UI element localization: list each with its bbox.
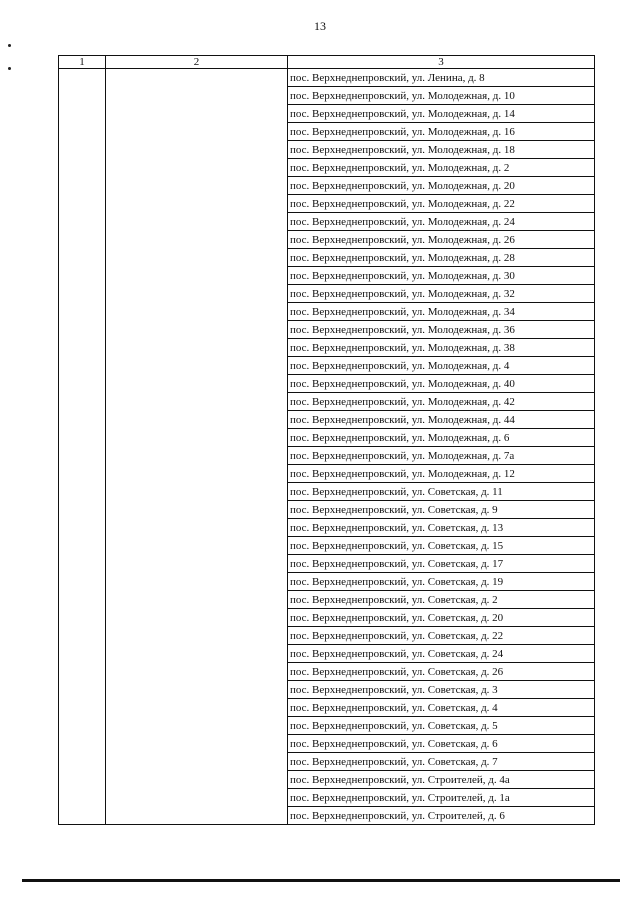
address-cell: пос. Верхнеднепровский, ул. Молодежная, д. 22 [288, 195, 595, 213]
address-cell: пос. Верхнеднепровский, ул. Молодежная, д. 32 [288, 285, 595, 303]
address-cell: пос. Верхнеднепровский, ул. Молодежная, д. 20 [288, 177, 595, 195]
address-cell: пос. Верхнеднепровский, ул. Молодежная, д. 36 [288, 321, 595, 339]
address-cell: пос. Верхнеднепровский, ул. Советская, д. 2 [288, 591, 595, 609]
address-cell: пос. Верхнеднепровский, ул. Строителей, д. 1а [288, 789, 595, 807]
address-cell: пос. Верхнеднепровский, ул. Молодежная, д. 18 [288, 141, 595, 159]
address-cell: пос. Верхнеднепровский, ул. Молодежная, д. 2 [288, 159, 595, 177]
address-cell: пос. Верхнеднепровский, ул. Молодежная, д. 28 [288, 249, 595, 267]
address-cell: пос. Верхнеднепровский, ул. Молодежная, д. 4 [288, 357, 595, 375]
address-cell: пос. Верхнеднепровский, ул. Советская, д. 4 [288, 699, 595, 717]
address-cell: пос. Верхнеднепровский, ул. Молодежная, д. 40 [288, 375, 595, 393]
address-cell: пос. Верхнеднепровский, ул. Советская, д. 13 [288, 519, 595, 537]
address-cell: пос. Верхнеднепровский, ул. Советская, д. 3 [288, 681, 595, 699]
address-cell: пос. Верхнеднепровский, ул. Советская, д. 11 [288, 483, 595, 501]
column-header-2: 2 [106, 56, 288, 69]
address-cell: пос. Верхнеднепровский, ул. Молодежная, д. 26 [288, 231, 595, 249]
address-cell: пос. Верхнеднепровский, ул. Советская, д. 20 [288, 609, 595, 627]
address-cell: пос. Верхнеднепровский, ул. Советская, д. 15 [288, 537, 595, 555]
address-cell: пос. Верхнеднепровский, ул. Молодежная, д. 30 [288, 267, 595, 285]
address-cell: пос. Верхнеднепровский, ул. Советская, д. 7 [288, 753, 595, 771]
address-cell: пос. Верхнеднепровский, ул. Молодежная, д. 44 [288, 411, 595, 429]
address-cell: пос. Верхнеднепровский, ул. Молодежная, д. 16 [288, 123, 595, 141]
page-number: 13 [314, 19, 326, 33]
address-cell: пос. Верхнеднепровский, ул. Советская, д. 6 [288, 735, 595, 753]
address-cell: пос. Верхнеднепровский, ул. Ленина, д. 8 [288, 69, 595, 87]
address-cell: пос. Верхнеднепровский, ул. Молодежная, д. 14 [288, 105, 595, 123]
table-body [59, 69, 595, 825]
address-cell: пос. Верхнеднепровский, ул. Молодежная, д. 12 [288, 465, 595, 483]
margin-dot-bottom [8, 67, 11, 70]
address-cell: пос. Верхнеднепровский, ул. Советская, д. 19 [288, 573, 595, 591]
address-cell: пос. Верхнеднепровский, ул. Молодежная, д. 10 [288, 87, 595, 105]
address-cell: пос. Верхнеднепровский, ул. Молодежная, д. 38 [288, 339, 595, 357]
address-cell: пос. Верхнеднепровский, ул. Советская, д. 17 [288, 555, 595, 573]
table-header-row [59, 56, 595, 69]
address-cell: пос. Верхнеднепровский, ул. Советская, д. 24 [288, 645, 595, 663]
column-header-3: 3 [288, 56, 595, 69]
address-cell: пос. Верхнеднепровский, ул. Молодежная, д. 42 [288, 393, 595, 411]
address-cell: пос. Верхнеднепровский, ул. Молодежная, д. 24 [288, 213, 595, 231]
address-cell: пос. Верхнеднепровский, ул. Советская, д. 26 [288, 663, 595, 681]
column-2-cell [106, 69, 288, 825]
table-row [59, 69, 595, 87]
address-cell: пос. Верхнеднепровский, ул. Молодежная, д. 7а [288, 447, 595, 465]
address-cell: пос. Верхнеднепровский, ул. Молодежная, д. 6 [288, 429, 595, 447]
column-header-1: 1 [59, 56, 106, 69]
address-cell: пос. Верхнеднепровский, ул. Строителей, д. 4а [288, 771, 595, 789]
address-cell: пос. Верхнеднепровский, ул. Советская, д. 22 [288, 627, 595, 645]
address-cell: пос. Верхнеднепровский, ул. Советская, д. 9 [288, 501, 595, 519]
address-table [58, 55, 595, 825]
address-cell: пос. Верхнеднепровский, ул. Молодежная, д. 34 [288, 303, 595, 321]
address-cell: пос. Верхнеднепровский, ул. Советская, д. 5 [288, 717, 595, 735]
address-cell: пос. Верхнеднепровский, ул. Строителей, д. 6 [288, 807, 595, 825]
margin-dot-top [8, 44, 11, 47]
column-1-cell [59, 69, 106, 825]
bottom-rule [22, 879, 620, 882]
